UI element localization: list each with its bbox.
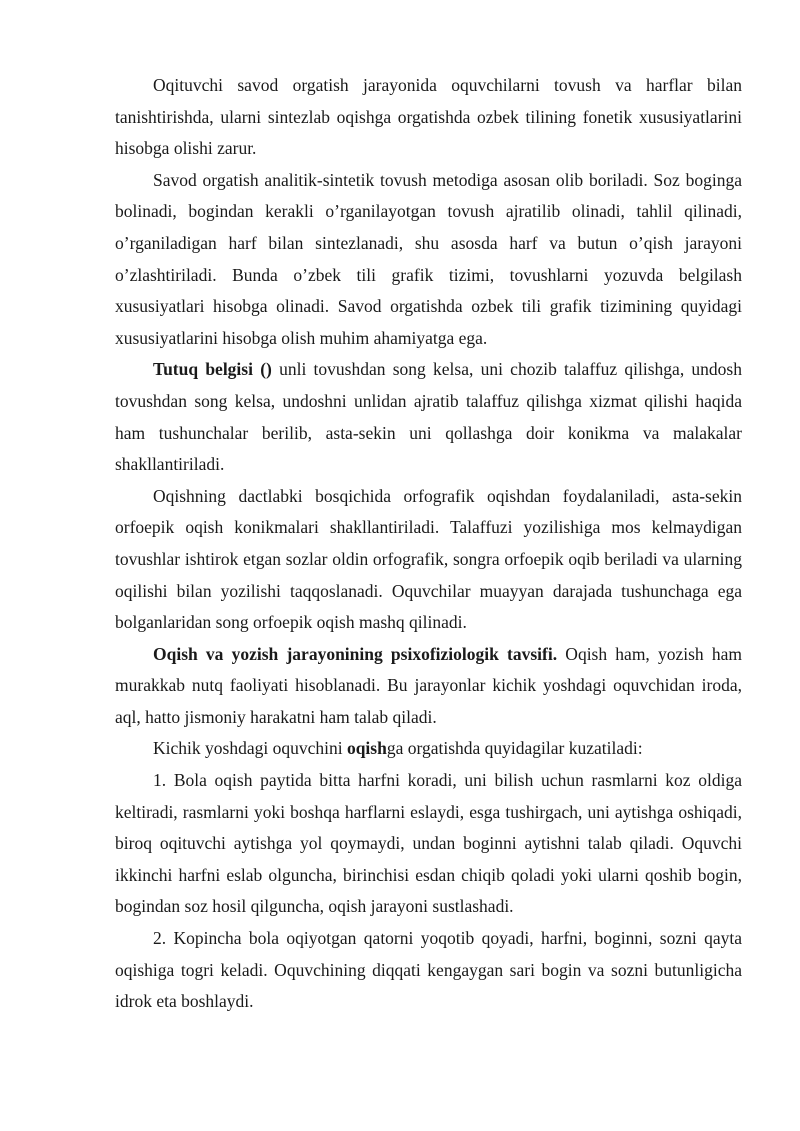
paragraph-3 <box>115 354 742 480</box>
paragraph-8-text: 2. Kopincha bola oqiyotgan qatorni yoqotib qoyadi, harfni, boginni, sozni qayta oqishiga togri keladi. Oquvchining diqqati kengaygan sari bogin va sozni butunligicha idrok eta boshlaydi. <box>115 928 742 1012</box>
paragraph-7-text: 1. Bola oqish paytida bitta harfni koradi, uni bilish uchun rasmlarni koz oldiga keltiradi, rasmlarni yoki boshqa harflarni eslaydi, esga tushirgach, uni aytishga oshiqadi, biroq oqituvchi aytishga yol qoymaydi, undan boginni aytishni talab qiladi. Oquvchi ikkinchi harfni eslab olguncha, birinchisi esdan chiqib qoladi yoki ularni qoshib bogin, bogindan soz hosil qilguncha, oqish jarayoni sustlashadi. <box>115 770 742 917</box>
paragraph-6-text: ga orgatishda quyidagilar kuzatiladi: <box>386 738 643 759</box>
paragraph-7-list-item-1 <box>115 765 742 923</box>
paragraph-6-text-before: Kichik yoshdagi oquvchini <box>153 738 347 759</box>
paragraph-5 <box>115 639 742 734</box>
paragraph-1 <box>115 70 742 165</box>
paragraph-5-text: Oqish ham, yozish ham murakkab nutq faoliyati hisoblanadi. Bu jarayonlar kichik yoshdagi oquvchidan iroda, aql, hatto jismoniy harakatni ham talab qiladi. <box>115 643 743 727</box>
paragraph-6-bold-word: oqish <box>346 738 387 759</box>
paragraph-4 <box>115 481 742 639</box>
paragraph-6 <box>115 733 742 765</box>
paragraph-1-text: Oqituvchi savod orgatish jarayonida oquvchilarni tovush va harflar bilan tanishtirishda, ularni sintezlab oqishga orgatishda ozbek tilining fonetik xususiyatlarini hisobga olishi zarur. <box>115 75 742 159</box>
paragraph-2-text: Savod orgatish analitik-sintetik tovush metodiga asosan olib boriladi. Soz boginga bolinadi, bogindan kerakli o’rganilayotgan tovush ajratilib olinadi, tahlil qilinadi, o’rganiladigan harf bilan sintezlanadi, shu asosda harf va butun o’qish jarayoni o’zlashtiriladi. Bunda o’zbek tili grafik tizimi, tovushlarni yozuvda belgilash xususiyatlari hisobga olinadi. Savod orgatishda ozbek tili grafik tizimining quyidagi xususiyatlarini hisobga olish muhim ahamiyatga ega. <box>115 169 742 348</box>
paragraph-8-list-item-2 <box>115 923 742 1018</box>
paragraph-4-text: Oqishning dactlabki bosqichida orfografik oqishdan foydalaniladi, asta-sekin orfoepik oqish konikmalari shakllantiriladi. Talaffuzi yozilishiga mos kelmaydigan tovushlar ishtirok etgan sozlar oldin orfografik, songra orfoepik oqib beriladi va ularning oqilishi bilan yozilishi taqqoslanadi. Oquvchilar muayyan darajada tushunchaga ega bolganlaridan song orfoepik oqish mashq qilinadi. <box>115 485 742 633</box>
paragraph-5-bold-heading: Oqish va yozish jarayonining psixofiziologik tavsifi. <box>153 643 558 664</box>
paragraph-3-bold-term: Tutuq belgisi () <box>153 359 272 380</box>
paragraph-2 <box>115 165 742 355</box>
paragraph-3-text: unli tovushdan song kelsa, uni chozib talaffuz qilishga, undosh tovushdan song kelsa, undoshni unlidan ajratib talaffuz qilishga xizmat qilishi haqida ham tushunchalar berilib, asta-sekin uni qollashga doir konikma va malakalar shakllantiriladi. <box>115 359 742 475</box>
